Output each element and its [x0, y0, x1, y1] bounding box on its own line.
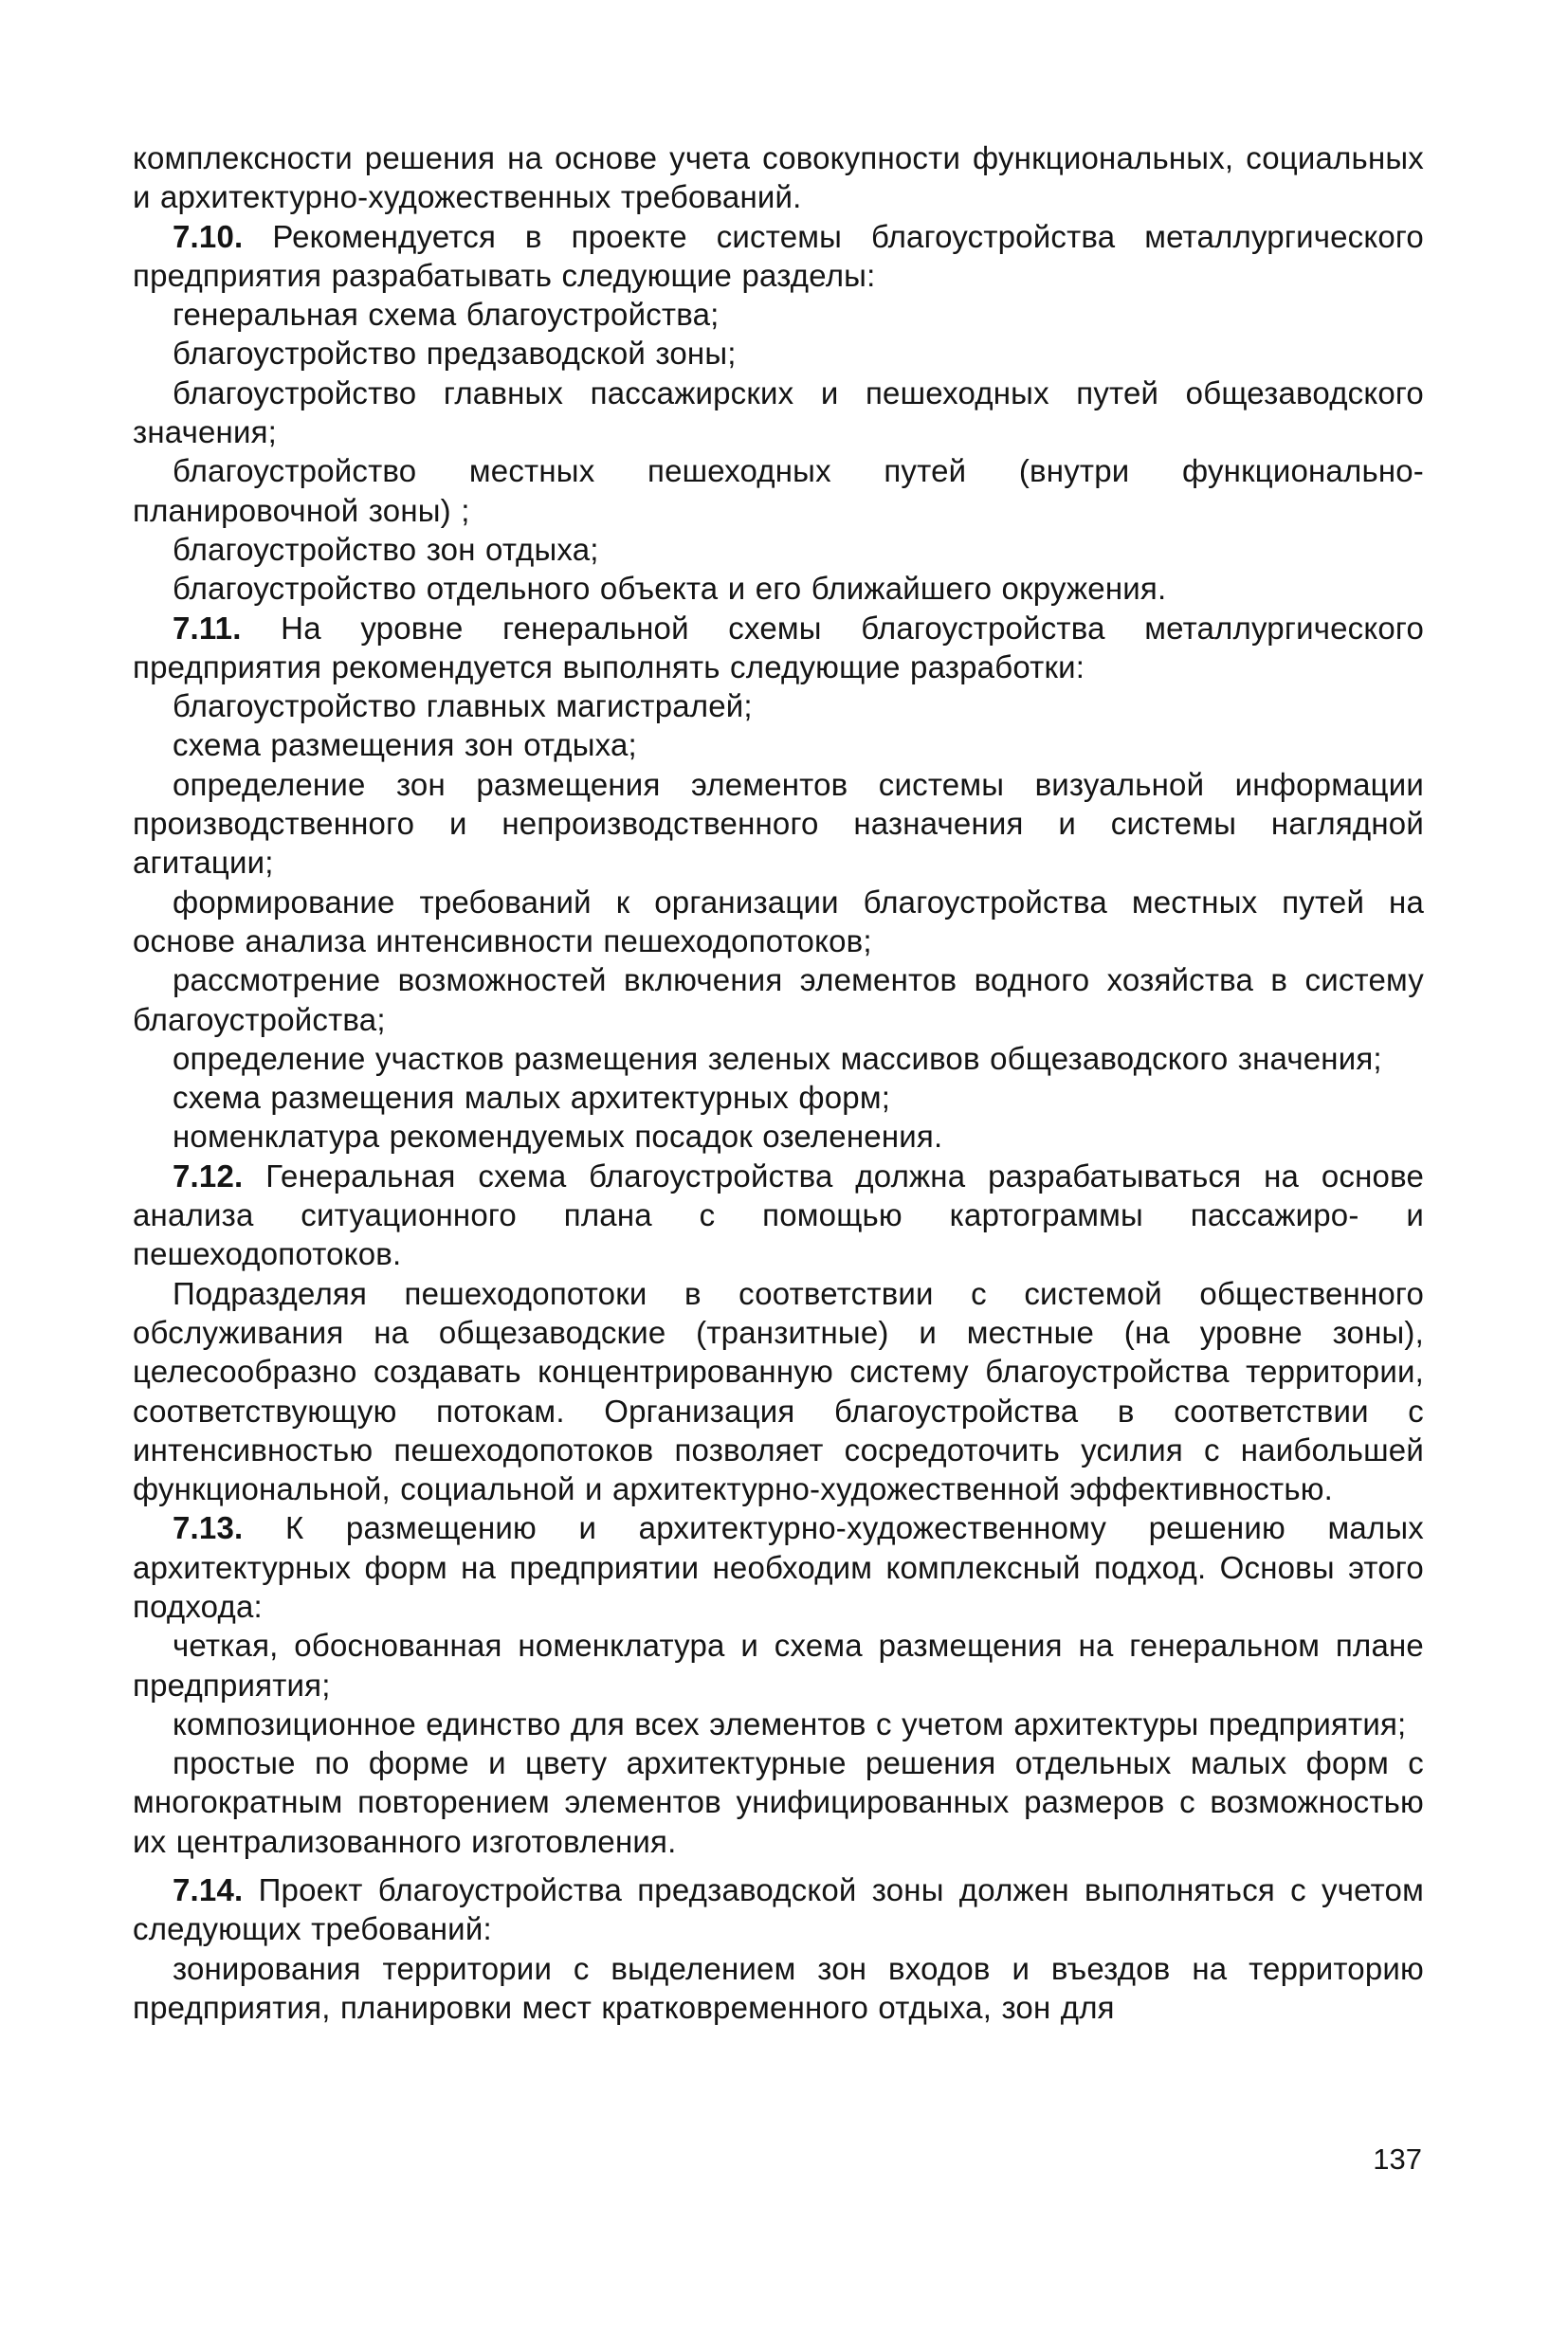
paragraph: [133, 530, 1424, 569]
numbered-paragraph: [133, 1870, 1424, 1949]
paragraph: [133, 1039, 1424, 1078]
paragraph-text: Генеральная схема благоустройства должна разрабатываться на основе анализа ситуационного плана с помощью картограммы пассажиро- и пешеходопотоков.: [133, 1158, 1424, 1272]
paragraph: [133, 686, 1424, 725]
paragraph: [133, 374, 1424, 452]
section-number: 7.11.: [173, 610, 242, 646]
paragraph: [133, 1626, 1424, 1705]
paragraph-text: формирование требований к организации благоустройства местных путей на основе анализа интенсивности пешеходопотоков;: [133, 884, 1424, 958]
paragraph: [133, 569, 1424, 608]
paragraph-text: К размещению и архитектурно-художественному решению малых архитектурных форм на предприятии необходим комплексный подход. Основы этого подхода:: [133, 1510, 1424, 1624]
paragraph-text: композиционное единство для всех элементов с учетом архитектуры предприятия;: [173, 1705, 1407, 1741]
section-number: 7.14.: [173, 1872, 244, 1908]
body-text: [133, 138, 1424, 2027]
paragraph-text: схема размещения зон отдыха;: [173, 727, 637, 763]
paragraph-text: определение участков размещения зеленых массивов общезаводского значения;: [173, 1040, 1382, 1076]
paragraph: [133, 1949, 1424, 2028]
numbered-paragraph: [133, 1508, 1424, 1626]
paragraph: [133, 725, 1424, 764]
page-number: 137: [1373, 2142, 1422, 2176]
section-number: 7.13.: [173, 1510, 244, 1546]
paragraph: [133, 960, 1424, 1039]
paragraph-text: благоустройство отдельного объекта и его ближайшего окружения.: [173, 571, 1167, 607]
paragraph-text: благоустройство местных пешеходных путей (внутри функционально-планировочной зоны) ;: [133, 453, 1424, 528]
section-number: 7.10.: [173, 218, 244, 254]
paragraph: [133, 1743, 1424, 1861]
paragraph-text: генеральная схема благоустройства;: [173, 297, 720, 333]
paragraph-text: определение зон размещения элементов системы визуальной информации производственного и непроизводственного назначения и системы наглядной агитации;: [133, 766, 1424, 881]
paragraph: [133, 765, 1424, 883]
paragraph: [133, 334, 1424, 373]
paragraph-text: Подразделяя пешеходопотоки в соответствии с системой общественного обслуживания на общезаводские (транзитные) и местные (на уровне зоны), целесообразно создавать концентрированную систему благоустройства территории, соответствующую потокам. Организация благоустройства в соответствии с интенсивностью пешеходопотоков позволяет сосредоточить усилия с наибольшей функциональной, социальной и архитектурно-художественной эффективностью.: [133, 1275, 1424, 1507]
paragraph: [133, 295, 1424, 334]
paragraph-text: Рекомендуется в проекте системы благоустройства металлургического предприятия разрабатывать следующие разделы:: [133, 218, 1424, 293]
paragraph-text: схема размещения малых архитектурных форм;: [173, 1080, 891, 1116]
section-number: 7.12.: [173, 1158, 244, 1194]
paragraph-text: Проект благоустройства предзаводской зоны должен выполняться с учетом следующих требований:: [133, 1872, 1424, 1947]
paragraph-text: простые по форме и цвету архитектурные решения отдельных малых форм с многократным повторением элементов унифицированных размеров с возможностью их централизованного изготовления.: [133, 1745, 1424, 1859]
paragraph-text: комплексности решения на основе учета совокупности функциональных, социальных и архитектурно-художественных требований.: [133, 140, 1424, 215]
paragraph-text: зонирования территории с выделением зон входов и въездов на территорию предприятия, планировки мест кратковременного отдыха, зон для: [133, 1950, 1424, 2025]
paragraph: [133, 138, 1424, 217]
paragraph-text: номенклатура рекомендуемых посадок озеленения.: [173, 1119, 943, 1155]
paragraph-text: На уровне генеральной схемы благоустройства металлургического предприятия рекомендуется выполнять следующие разработки:: [133, 610, 1424, 684]
paragraph: [133, 1705, 1424, 1743]
paragraph: [133, 1078, 1424, 1117]
paragraph-text: благоустройство главных пассажирских и пешеходных путей общезаводского значения;: [133, 374, 1424, 450]
paragraph-text: благоустройство зон отдыха;: [173, 531, 599, 567]
paragraph: [133, 1117, 1424, 1156]
paragraph: [133, 451, 1424, 530]
numbered-paragraph: [133, 1157, 1424, 1274]
numbered-paragraph: [133, 217, 1424, 296]
paragraph-text: четкая, обоснованная номенклатура и схема размещения на генеральном плане предприятия;: [133, 1628, 1424, 1703]
paragraph: [133, 883, 1424, 961]
paragraph-text: благоустройство предзаводской зоны;: [173, 336, 737, 372]
paragraph: [133, 1274, 1424, 1509]
numbered-paragraph: [133, 609, 1424, 687]
paragraph-text: рассмотрение возможностей включения элементов водного хозяйства в систему благоустройства;: [133, 962, 1424, 1037]
paragraph-text: благоустройство главных магистралей;: [173, 688, 753, 724]
